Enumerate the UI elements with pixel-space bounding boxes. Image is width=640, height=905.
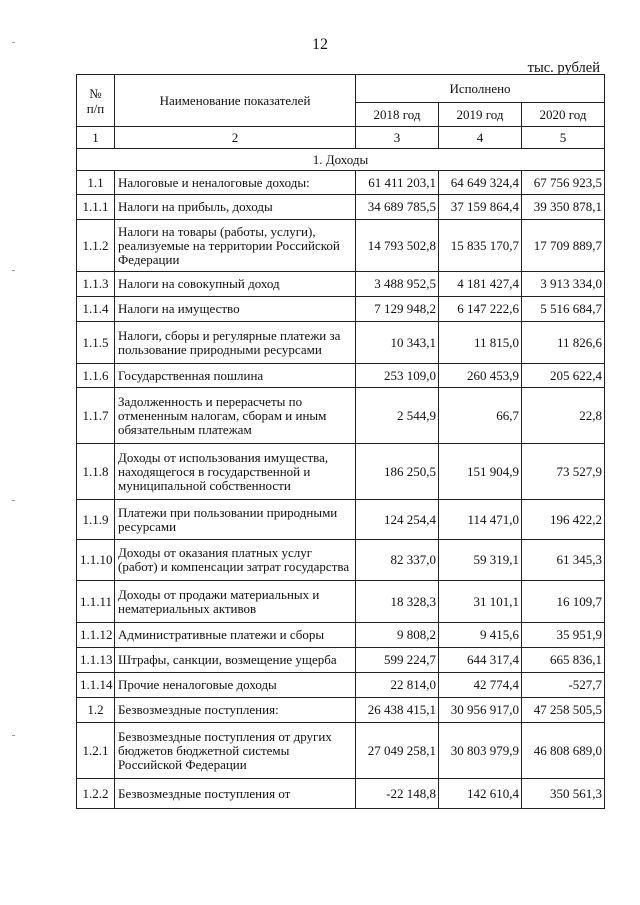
row-name: Налоги, сборы и регулярные платежи за пользование природными ресурсами: [115, 322, 356, 364]
row-number: 1.1.10: [77, 540, 115, 581]
value-2018: 18 328,3: [356, 581, 439, 623]
row-name: Административные платежи и сборы: [115, 623, 356, 648]
row-number: 1.1.11: [77, 581, 115, 623]
row-name: Безвозмездные поступления от других бюджетов бюджетной системы Российской Федерации: [115, 723, 356, 779]
value-2018: 3 488 952,5: [356, 272, 439, 297]
value-2020: 196 422,2: [522, 500, 605, 540]
row-name: Государственная пошлина: [115, 364, 356, 388]
value-2019: 59 319,1: [439, 540, 522, 581]
value-2018: 186 250,5: [356, 444, 439, 500]
value-2018: 599 224,7: [356, 648, 439, 673]
value-2019: 114 471,0: [439, 500, 522, 540]
value-2019: 9 415,6: [439, 623, 522, 648]
value-2019: 66,7: [439, 388, 522, 444]
value-2018: -22 148,8: [356, 779, 439, 809]
value-2020: 16 109,7: [522, 581, 605, 623]
row-number: 1.1.2: [77, 220, 115, 272]
row-number: 1.1.6: [77, 364, 115, 388]
value-2019: 151 904,9: [439, 444, 522, 500]
value-2018: 26 438 415,1: [356, 698, 439, 723]
value-2018: 61 411 203,1: [356, 171, 439, 195]
header-num: № п/п: [77, 75, 115, 127]
row-name: Доходы от использования имущества, находящегося в государственной и муниципальной собственности: [115, 444, 356, 500]
row-name: Налоги на имущество: [115, 297, 356, 322]
value-2020: -527,7: [522, 673, 605, 698]
row-name: Налоги на совокупный доход: [115, 272, 356, 297]
value-2018: 7 129 948,2: [356, 297, 439, 322]
row-number: 1.1.9: [77, 500, 115, 540]
value-2020: 665 836,1: [522, 648, 605, 673]
value-2018: 2 544,9: [356, 388, 439, 444]
header-executed: Исполнено: [356, 75, 605, 103]
value-2019: 644 317,4: [439, 648, 522, 673]
value-2018: 22 814,0: [356, 673, 439, 698]
value-2020: 46 808 689,0: [522, 723, 605, 779]
header-year-2019: 2019 год: [439, 103, 522, 127]
value-2020: 35 951,9: [522, 623, 605, 648]
page-number: 12: [312, 36, 328, 53]
row-number: 1.1.13: [77, 648, 115, 673]
value-2019: 31 101,1: [439, 581, 522, 623]
header-year-2020: 2020 год: [522, 103, 605, 127]
row-number: 1.1.8: [77, 444, 115, 500]
row-name: Прочие неналоговые доходы: [115, 673, 356, 698]
value-2020: 11 826,6: [522, 322, 605, 364]
value-2020: 205 622,4: [522, 364, 605, 388]
value-2019: 30 956 917,0: [439, 698, 522, 723]
row-number: 1.1.1: [77, 195, 115, 220]
value-2018: 253 109,0: [356, 364, 439, 388]
row-number: 1.2.2: [77, 779, 115, 809]
value-2018: 10 343,1: [356, 322, 439, 364]
value-2019: 15 835 170,7: [439, 220, 522, 272]
row-name: Задолженность и перерасчеты по отмененным налогам, сборам и иным обязательным платежам: [115, 388, 356, 444]
value-2020: 5 516 684,7: [522, 297, 605, 322]
value-2019: 11 815,0: [439, 322, 522, 364]
row-number: 1.1.12: [77, 623, 115, 648]
value-2019: 260 453,9: [439, 364, 522, 388]
column-number: 4: [439, 127, 522, 149]
value-2019: 6 147 222,6: [439, 297, 522, 322]
value-2019: 37 159 864,4: [439, 195, 522, 220]
row-number: 1.1.3: [77, 272, 115, 297]
value-2018: 9 808,2: [356, 623, 439, 648]
row-name: Платежи при пользовании природными ресурсами: [115, 500, 356, 540]
scan-mark: [12, 500, 15, 501]
column-number: 5: [522, 127, 605, 149]
column-number: 2: [115, 127, 356, 149]
value-2019: 4 181 427,4: [439, 272, 522, 297]
value-2020: 39 350 878,1: [522, 195, 605, 220]
scan-mark: [12, 270, 15, 271]
value-2018: 124 254,4: [356, 500, 439, 540]
row-name: Доходы от продажи материальных и нематериальных активов: [115, 581, 356, 623]
value-2020: 61 345,3: [522, 540, 605, 581]
section-title: 1. Доходы: [77, 149, 605, 171]
row-number: 1.1: [77, 171, 115, 195]
row-number: 1.1.5: [77, 322, 115, 364]
value-2018: 34 689 785,5: [356, 195, 439, 220]
row-name: Безвозмездные поступления:: [115, 698, 356, 723]
row-number: 1.2: [77, 698, 115, 723]
row-name: Налоги на товары (работы, услуги), реализуемые на территории Российской Федерации: [115, 220, 356, 272]
value-2019: 142 610,4: [439, 779, 522, 809]
row-name: Налоговые и неналоговые доходы:: [115, 171, 356, 195]
value-2020: 22,8: [522, 388, 605, 444]
value-2020: 17 709 889,7: [522, 220, 605, 272]
row-number: 1.1.4: [77, 297, 115, 322]
scan-mark: [12, 735, 15, 736]
value-2018: 82 337,0: [356, 540, 439, 581]
row-number: 1.1.7: [77, 388, 115, 444]
value-2019: 64 649 324,4: [439, 171, 522, 195]
value-2018: 27 049 258,1: [356, 723, 439, 779]
header-year-2018: 2018 год: [356, 103, 439, 127]
value-2020: 67 756 923,5: [522, 171, 605, 195]
units-label: тыс. рублей: [527, 60, 600, 76]
row-name: Налоги на прибыль, доходы: [115, 195, 356, 220]
value-2019: 30 803 979,9: [439, 723, 522, 779]
row-number: 1.2.1: [77, 723, 115, 779]
value-2019: 42 774,4: [439, 673, 522, 698]
value-2020: 47 258 505,5: [522, 698, 605, 723]
scan-mark: [12, 42, 15, 43]
value-2020: 73 527,9: [522, 444, 605, 500]
report-sheet: [76, 74, 604, 809]
value-2020: 3 913 334,0: [522, 272, 605, 297]
header-name: Наименование показателей: [115, 75, 356, 127]
column-number: 3: [356, 127, 439, 149]
row-name: Безвозмездные поступления от: [115, 779, 356, 809]
row-name: Доходы от оказания платных услуг (работ) и компенсации затрат государства: [115, 540, 356, 581]
row-name: Штрафы, санкции, возмещение ущерба: [115, 648, 356, 673]
row-number: 1.1.14: [77, 673, 115, 698]
revenue-table: [76, 74, 605, 809]
value-2018: 14 793 502,8: [356, 220, 439, 272]
value-2020: 350 561,3: [522, 779, 605, 809]
column-number: 1: [77, 127, 115, 149]
